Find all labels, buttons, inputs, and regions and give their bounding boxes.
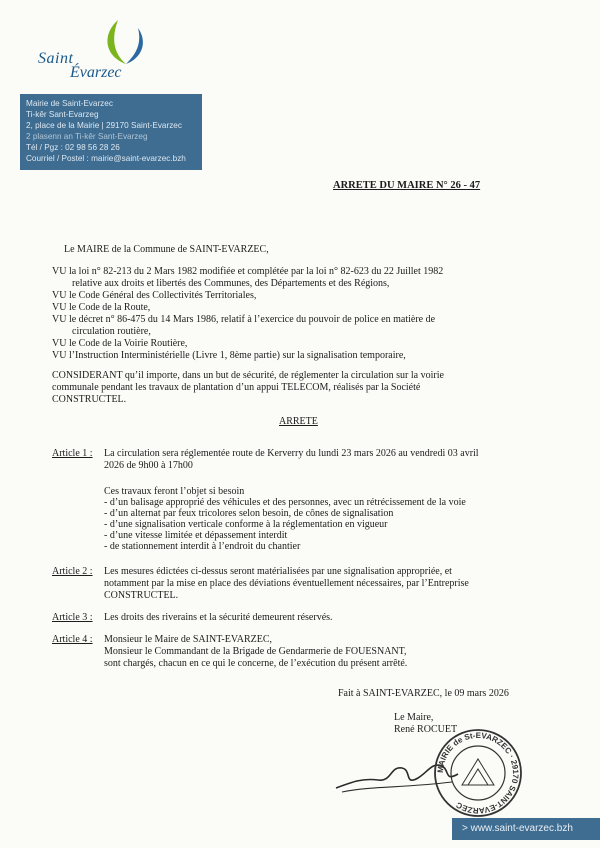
- signer-name: René ROCUET: [394, 724, 458, 735]
- article-1-list-item: - d’un balisage approprié des véhicules et des personnes, avec un rétrécissement de la voie: [104, 497, 466, 508]
- website-link[interactable]: > www.saint-evarzec.bzh: [452, 818, 600, 840]
- vu-line: VU le Code de la Voirie Routière,: [52, 338, 188, 349]
- mairie-phone: Tél / Pgz : 02 98 56 28 26: [26, 143, 120, 152]
- vu-line: VU le Code de la Route,: [52, 302, 151, 313]
- article-1-label: Article 1 :: [52, 448, 93, 459]
- article-1-list-item: - de stationnement interdit à l’endroit du chantier: [104, 541, 301, 552]
- mairie-address-breton: 2 plasenn an Ti-kêr Sant-Evarzeg: [26, 132, 148, 141]
- vu-line: VU le décret n° 86-475 du 14 Mars 1986, relatif à l’exercice du pouvoir de police en matière de: [52, 314, 436, 325]
- signer-title: Le Maire,: [394, 712, 434, 723]
- article-4-text: sont chargés, chacun en ce qui le concerne, de l’exécution du présent arrêté.: [104, 658, 408, 669]
- article-3-text: Les droits des riverains et la sécurité demeurent réservés.: [104, 612, 333, 623]
- mairie-name: Mairie de Saint-Evarzec: [26, 99, 113, 108]
- article-3-label: Article 3 :: [52, 612, 93, 623]
- considerant-line: CONSTRUCTEL.: [52, 394, 127, 405]
- article-1-text: 2026 de 9h00 à 17h00: [104, 460, 193, 471]
- article-2-text: Les mesures édictées ci-dessus seront matérialisées par une signalisation appropriée, et: [104, 566, 452, 577]
- svg-text:MAIRIE de St-EVARZEC · 29170 S: [436, 731, 520, 815]
- considerant-line: communale pendant les travaux de plantation d’un appui TELECOM, réalisés par la Société: [52, 382, 421, 393]
- vu-line: VU la loi n° 82-213 du 2 Mars 1982 modifiée et complétée par la loi n° 82-623 du 22 Juillet 1982: [52, 266, 444, 277]
- article-4-text: Monsieur le Commandant de la Brigade de Gendarmerie de FOUESNANT,: [104, 646, 407, 657]
- article-4-label: Article 4 :: [52, 634, 93, 645]
- article-1-text: La circulation sera réglementée route de Kerverry du lundi 23 mars 2026 au vendredi 03 avril: [104, 448, 479, 459]
- fait-a-line: Fait à SAINT-EVARZEC, le 09 mars 2026: [338, 688, 509, 699]
- article-1-list-item: - d’une signalisation verticale conforme à la réglementation en vigueur: [104, 519, 388, 530]
- logo-text-saint: Saint: [38, 50, 74, 67]
- considerant-line: CONSIDERANT qu’il importe, dans un but de sécurité, de réglementer la circulation sur la voirie: [52, 370, 444, 381]
- mairie-address-block: [20, 94, 202, 170]
- intro-line: Le MAIRE de la Commune de SAINT-EVARZEC,: [64, 244, 269, 255]
- article-2-text: notamment par la mise en place des déviations éventuellement nécessaires, par l’Entreprise: [104, 578, 469, 589]
- article-1-list-item: - d’un alternat par feux tricolores selon besoin, de cônes de signalisation: [104, 508, 394, 519]
- stamp-text: MAIRIE de St-EVARZEC · 29170 SAINT-EVARZEC: [435, 730, 521, 816]
- vu-line: relative aux droits et libertés des Communes, des Départements et des Régions,: [72, 278, 390, 289]
- mairie-stamp: [432, 727, 524, 819]
- article-2-text: CONSTRUCTEL.: [104, 590, 179, 601]
- mairie-address: 2, place de la Mairie | 29170 Saint-Evarzec: [26, 121, 182, 130]
- vu-line: VU le Code Général des Collectivités Territoriales,: [52, 290, 257, 301]
- article-1-list-intro: Ces travaux feront l’objet si besoin: [104, 486, 245, 497]
- article-2-label: Article 2 :: [52, 566, 93, 577]
- document-title: ARRETE DU MAIRE N° 26 - 47: [333, 180, 481, 191]
- mairie-name-breton: Ti-kêr Sant-Evarzeg: [26, 110, 99, 119]
- logo-text-evarzec: Évarzec: [70, 64, 122, 81]
- article-1-list-item: - d’une vitesse limitée et dépassement interdit: [104, 530, 288, 541]
- mairie-email: Courriel / Postel : mairie@saint-evarzec.bzh: [26, 154, 186, 163]
- vu-line: VU l’Instruction Interministérielle (Livre 1, 8ème partie) sur la signalisation temporaire,: [52, 350, 406, 361]
- arrete-heading: ARRETE: [279, 416, 318, 427]
- vu-line: circulation routière,: [72, 326, 151, 337]
- article-4-text: Monsieur le Maire de SAINT-EVARZEC,: [104, 634, 273, 645]
